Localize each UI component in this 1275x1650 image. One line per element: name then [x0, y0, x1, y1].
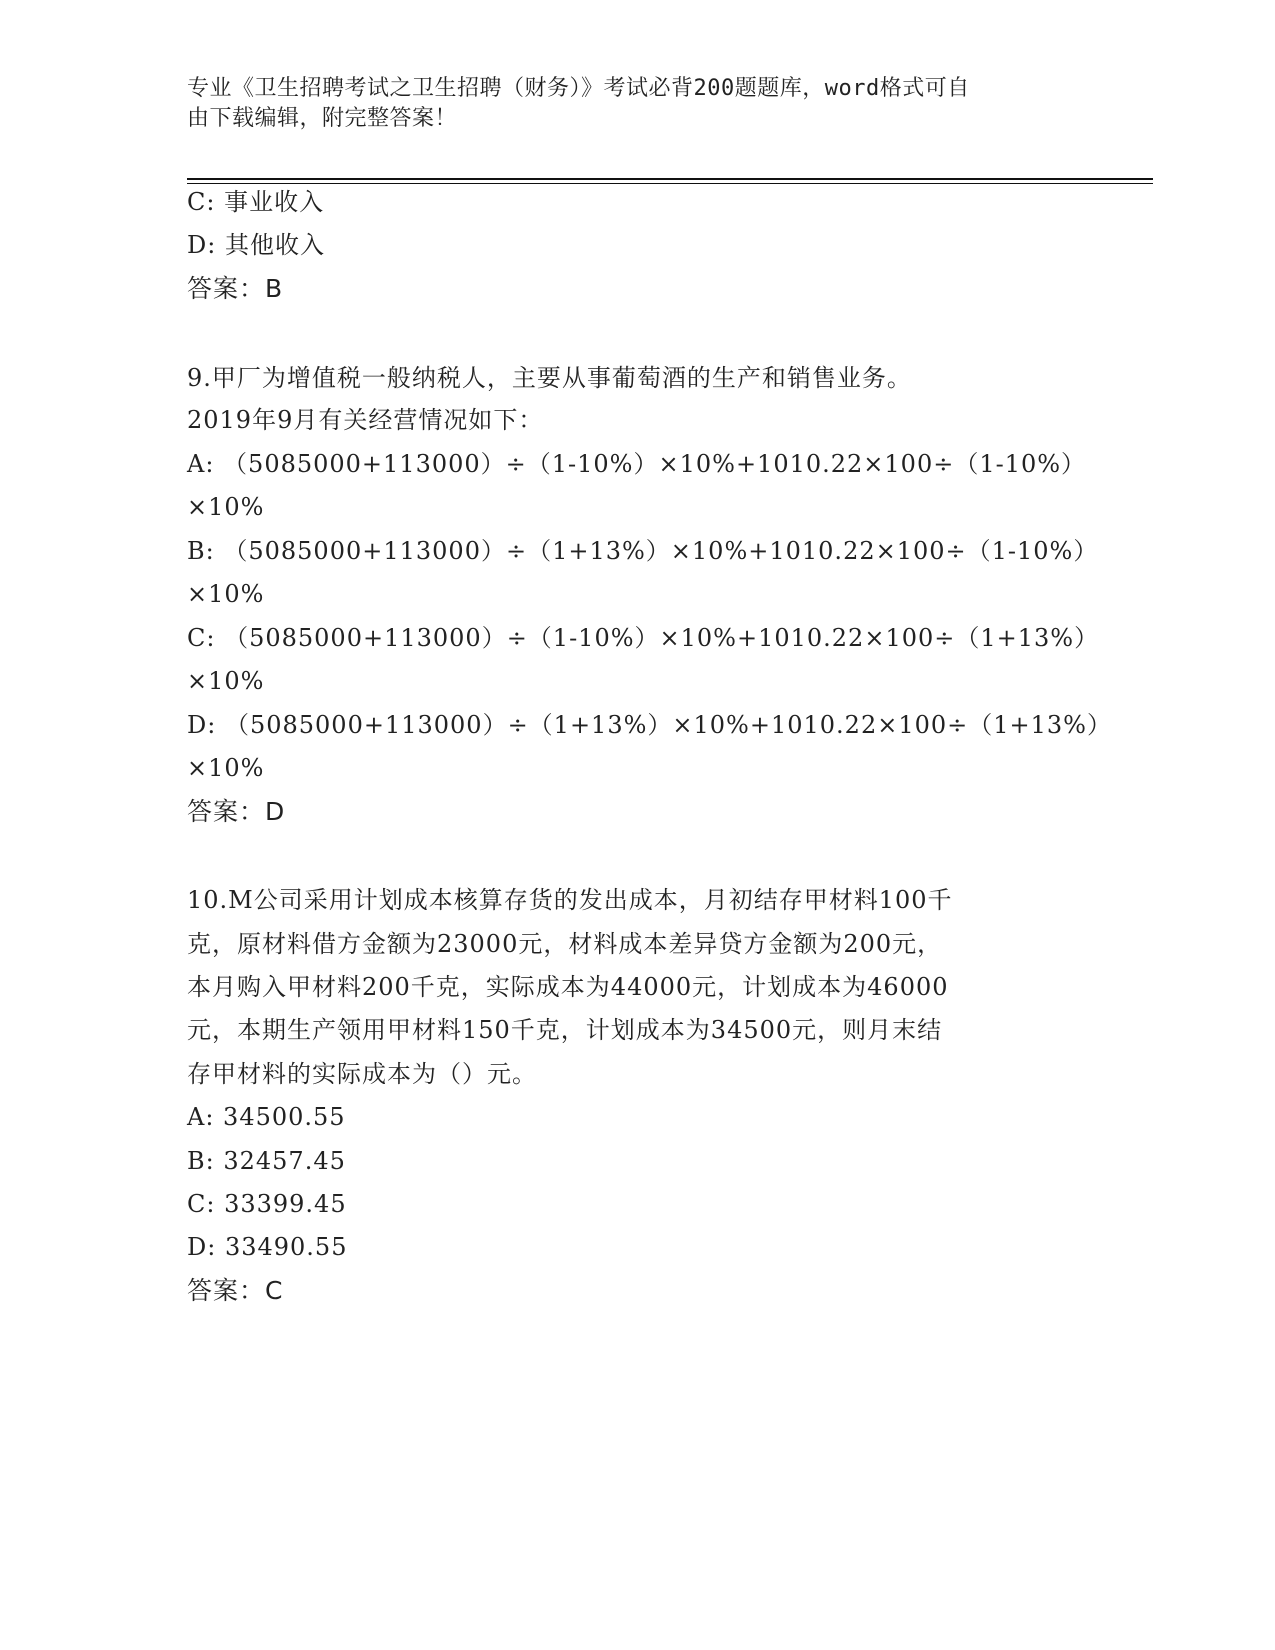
q10-stem-line-3: 本月购入甲材料200千克，实际成本为44000元，计划成本为46000 — [187, 973, 949, 1001]
q9-option-d-line-1: D: （5085000+113000）÷（1+13%）×10%+1010.22×100÷（1+13%） — [187, 711, 1112, 739]
q9-option-a-line-1: A: （5085000+113000）÷（1-10%）×10%+1010.22×100÷（1-10%） — [187, 450, 1087, 478]
q9-option-b-line-2: ×10% — [187, 580, 265, 608]
q10-option-b: B: 32457.45 — [187, 1147, 346, 1175]
q9-stem-line-2: 2019年9月有关经营情况如下： — [187, 406, 544, 434]
q9-option-d-line-2: ×10% — [187, 754, 265, 782]
q9-option-c-line-1: C: （5085000+113000）÷（1-10%）×10%+1010.22×100÷（1+13%） — [187, 624, 1100, 652]
q10-answer: 答案：C — [187, 1276, 284, 1305]
q10-option-d: D: 33490.55 — [187, 1233, 348, 1261]
q10-stem-line-5: 存甲材料的实际成本为（）元。 — [187, 1060, 537, 1088]
q10-stem-line-4: 元，本期生产领用甲材料150千克，计划成本为34500元，则月末结 — [187, 1016, 943, 1044]
q10-option-c: C: 33399.45 — [187, 1190, 347, 1218]
q9-answer: 答案：D — [187, 797, 286, 826]
q10-stem-line-2: 克，原材料借方金额为23000元，材料成本差异贷方金额为200元， — [187, 930, 943, 958]
header-divider — [187, 178, 1153, 184]
q9-option-b-line-1: B: （5085000+113000）÷（1+13%）×10%+1010.22×100÷（1-10%） — [187, 537, 1099, 565]
q9-option-c-line-2: ×10% — [187, 667, 265, 695]
q10-stem-line-1: 10.M公司采用计划成本核算存货的发出成本，月初结存甲材料100千 — [187, 886, 953, 914]
header-title-line-2: 由下载编辑，附完整答案！ — [187, 106, 458, 131]
q10-option-a: A: 34500.55 — [187, 1103, 346, 1131]
q8-answer: 答案：B — [187, 274, 284, 303]
q8-option-d: D: 其他收入 — [187, 231, 325, 259]
document-header — [187, 74, 1087, 134]
header-title-line-1: 专业《卫生招聘考试之卫生招聘（财务）》考试必背200题题库，word格式可自 — [187, 76, 970, 101]
q9-stem-line-1: 9.甲厂为增值税一般纳税人，主要从事葡萄酒的生产和销售业务。 — [187, 364, 912, 392]
q8-option-c: C: 事业收入 — [187, 188, 325, 216]
q9-option-a-line-2: ×10% — [187, 493, 265, 521]
